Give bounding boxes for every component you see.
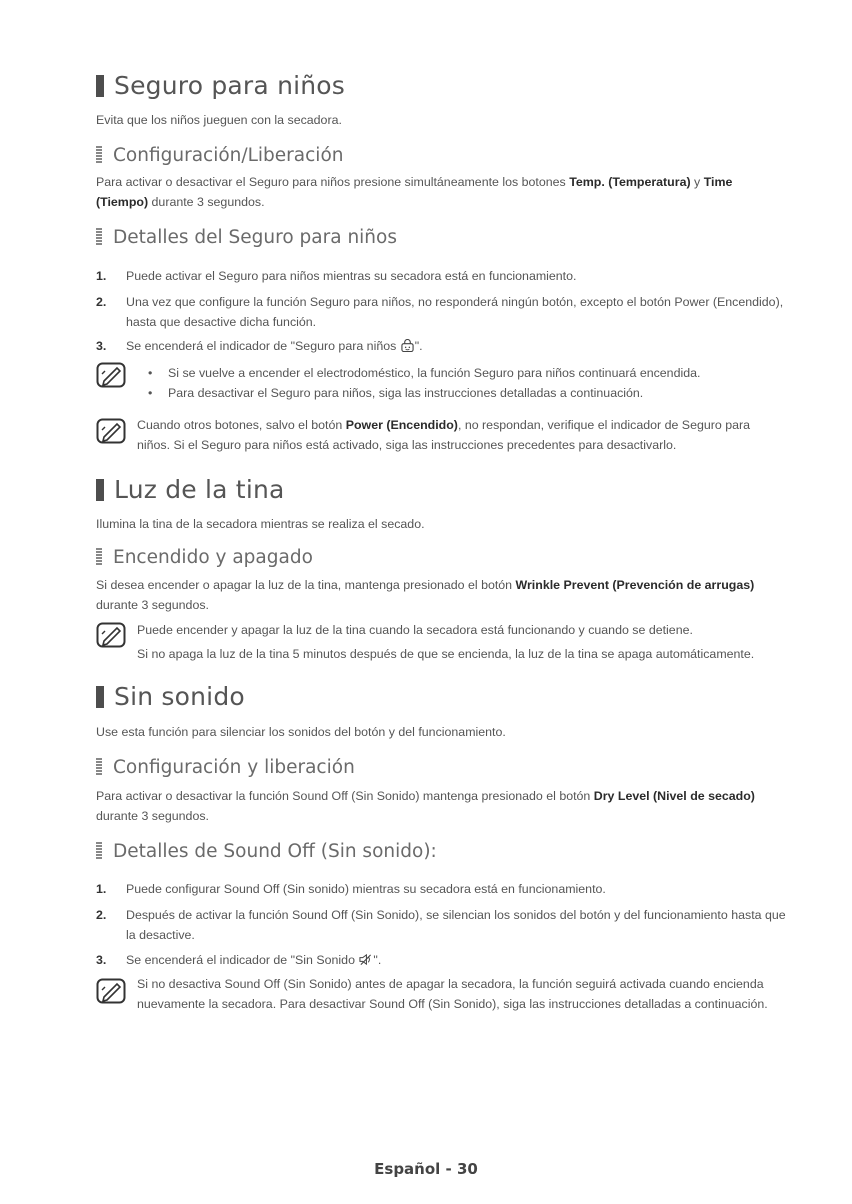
note-bullet: • Si se vuelve a encender el electrodoméstico, la función Seguro para niños continuará encendida. — [148, 366, 701, 380]
subheading-marker — [96, 146, 102, 163]
subheading-configuration: Configuración/Liberación — [96, 144, 343, 168]
paragraph-on-off: Si desea encender o apagar la luz de la tina, mantenga presionado el botón Wrinkle Prevent (Prevención de arrugas) durante 3 segundos. — [96, 578, 755, 612]
note-bullet: • Para desactivar el Seguro para niños, siga las instrucciones detalladas a continuación. — [148, 386, 644, 400]
child-lock-icon — [401, 339, 414, 352]
page-number: Español - 30 — [374, 1160, 478, 1178]
section-intro: Use esta función para silenciar los sonidos del botón y del funcionamiento. — [96, 725, 506, 739]
subheading-marker — [96, 548, 102, 565]
note-line: Puede encender y apagar la luz de la tina cuando la secadora está funcionando y cuando se detiene. — [137, 623, 693, 637]
note-text: Cuando otros botones, salvo el botón Power (Encendido), no respondan, verifique el indicador de Seguro para niños. Si el Seguro para niños está activado, siga las instrucciones precedentes para desactivarlo. — [137, 418, 751, 452]
note-icon — [96, 418, 126, 444]
note-icon — [96, 978, 126, 1004]
subheading-on-off: Encendido y apagado — [96, 546, 313, 570]
section-heading-drum-light: Luz de la tina — [96, 475, 285, 505]
subheading-marker — [96, 842, 102, 859]
section-intro: Evita que los niños jueguen con la secadora. — [96, 113, 342, 127]
heading-marker — [96, 75, 104, 97]
note-text: Si no desactiva Sound Off (Sin Sonido) antes de apagar la secadora, la función seguirá activada cuando encienda nuevamente la secadora. Para desactivar Sound Off (Sin Sonido), siga las instrucciones detalladas a continuación. — [137, 977, 768, 1011]
subheading-sound-off-details: Detalles de Sound Off (Sin sonido): — [96, 840, 437, 864]
note-line: Si no apaga la luz de la tina 5 minutos después de que se encienda, la luz de la tina se apaga automáticamente. — [137, 647, 755, 661]
section-heading-sound-off: Sin sonido — [96, 682, 245, 712]
manual-page: Seguro para niños Evita que los niños jueguen con la secadora. Configuración/Liberación Para activar o desactivar el Seguro para niños presione simultáneamente los botones Temp. (Temperatura) y Time (Tiempo) durante 3 segundos. Detalles del Seguro para niños 1. Puede activar el Seguro para niños mientras su secadora está en funcionamiento. 2. Una vez que configure la función Seguro para niños, no responderá ningún botón, excepto el botón Power (Encendido), hasta que desactive dicha función. 3. Se encenderá el indicador de "Seguro para niños ". • Si se vuelve a encender el electrodoméstico, la función Seguro para niños continuará encendida. • Para desactivar el Seguro para niños, siga las instrucciones detalladas a continuación. Cuando otros botones, salvo el botón Power (Encendido), no respondan, verifique el indicador de Seguro para niños. Si el Seguro para niños está activado, siga las instrucciones precedentes para desactivarlo. Luz de la tina Ilumina la tina de la secadora mientras se realiza el secado. Encendido y apagado Si desea encender o apagar la luz de la tina, mantenga presionado el botón Wrinkle Prevent (Prevención de arrugas) durante 3 segundos. Puede encender y apagar la luz de la tina cuando la secadora está funcionando y cuando se detiene. Si no apaga la luz de la tina 5 minutos después de que se encienda, la luz de la tina se apaga automáticamente. Sin sonido Use esta función para silenciar los sonidos del botón y del funcionamiento. Configuración y liberación Para activar o desactivar la función Sound Off (Sin Sonido) mantenga presionado el botón Dry Level (Nivel de secado) durante 3 segundos. Detalles de Sound Off (Sin sonido): 1. Puede configurar Sound Off (Sin sonido) mientras su secadora está en funcionamiento. 2. Después de activar la función Sound Off (Sin Sonido), se silencian los sonidos del botón y del funcionamiento hasta que la desactive. 3. Se encenderá el indicador de "Sin Sonido ". Si no desactiva Sound Off (Sin Sonido) antes de apagar la secadora, la función seguirá activada cuando encienda nuevamente la secadora. Para desactivar Sound Off (Sin Sonido), siga las instrucciones detalladas a continuación. Español - 30 — [0, 0, 852, 1204]
heading-marker — [96, 479, 104, 501]
note-icon — [96, 622, 126, 648]
subheading-details: Detalles del Seguro para niños — [96, 226, 397, 250]
subheading-configuration-release: Configuración y liberación — [96, 756, 355, 780]
paragraph-configuration: Para activar o desactivar el Seguro para niños presione simultáneamente los botones Temp. (Temperatura) y Time (Tiempo) durante 3 segundos. — [96, 175, 733, 209]
heading-marker — [96, 686, 104, 708]
section-heading-child-lock: Seguro para niños — [96, 71, 345, 101]
sound-off-icon — [359, 953, 372, 966]
note-icon — [96, 362, 126, 388]
subheading-marker — [96, 758, 102, 775]
section-intro: Ilumina la tina de la secadora mientras se realiza el secado. — [96, 517, 425, 531]
paragraph-configuration-release: Para activar o desactivar la función Sound Off (Sin Sonido) mantenga presionado el botón Dry Level (Nivel de secado) durante 3 segundos. — [96, 789, 755, 823]
subheading-marker — [96, 228, 102, 245]
